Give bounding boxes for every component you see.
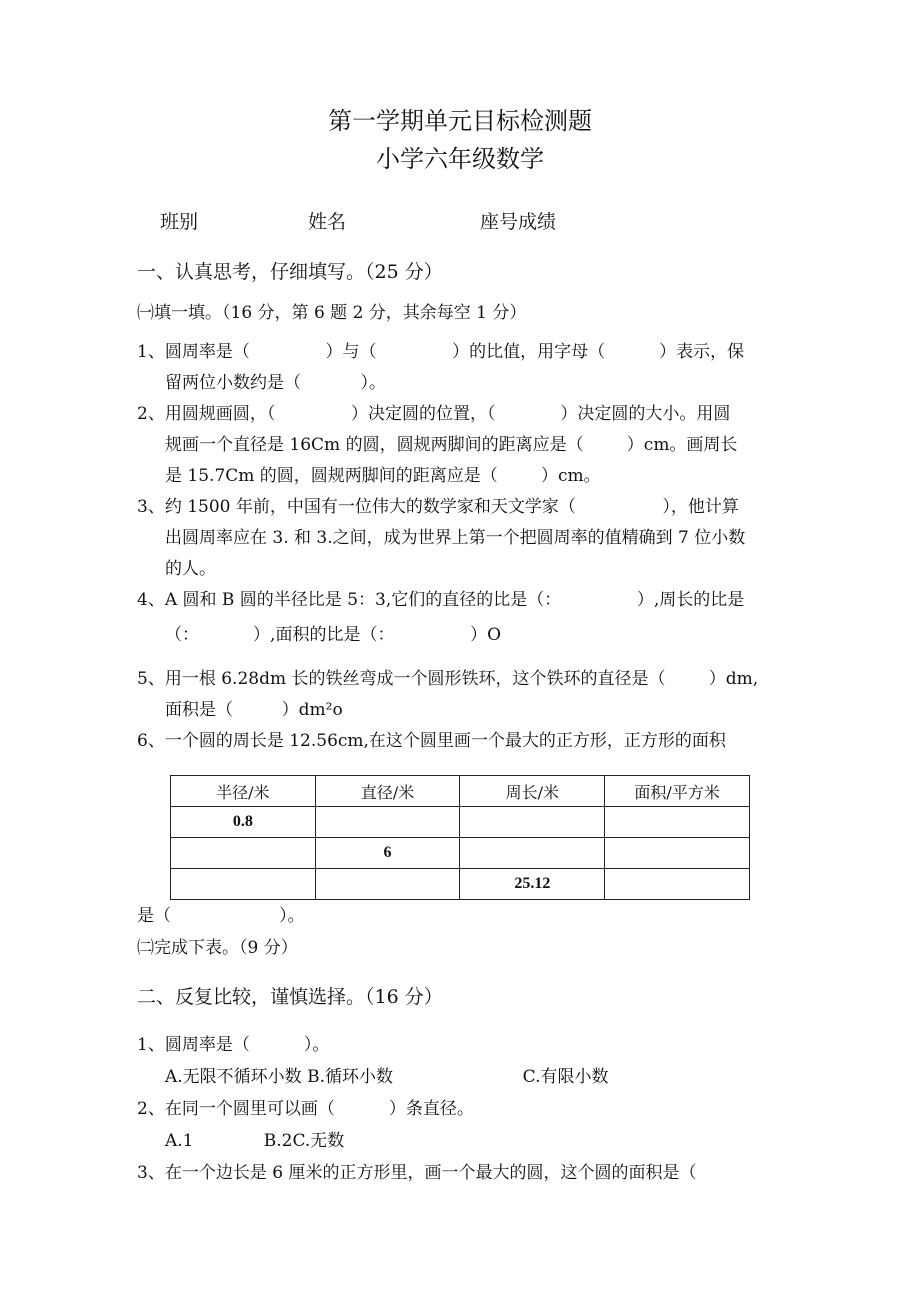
page-subtitle: 小学六年级数学 [376,145,544,173]
table-row [171,838,750,869]
question-6-line-1: 6、一个圆的周长是 12.56cm,在这个圆里画一个最大的正方形，正方形的面积 [137,731,726,751]
question-5-line-1: 5、用一根 6.28dm 长的铁丝弯成一个圆形铁环，这个铁环的直径是（ ）dm, [137,669,759,689]
table-cell [315,869,460,900]
question-1-line-1: 1、圆周率是（ ）与（ ）的比值，用字母（ ）表示，保 [137,342,745,362]
table-header-cell: 周长/米 [460,776,605,807]
seat-score-label: 座号成绩 [480,211,557,233]
table-cell: 0.8 [171,807,316,838]
choice-question-3: 3、在一个边长是 6 厘米的正方形里，画一个最大的圆，这个圆的面积是（ [137,1163,697,1183]
table-row [171,869,750,900]
choice-question-2-options: A.1 B.2C.无数 [165,1131,345,1151]
table-cell: 6 [315,838,460,869]
table-cell [460,807,605,838]
table-cell [171,869,316,900]
page-title: 第一学期单元目标检测题 [328,107,592,135]
question-3-line-2: 出圆周率应在 3. 和 3.之间，成为世界上第一个把圆周率的值精确到 7 位小数 [165,528,746,548]
question-3-line-3: 的人。 [165,559,216,579]
question-2-line-3: 是 15.7Cm 的圆，圆规两脚间的距离应是（ ）cm。 [165,466,601,486]
choice-question-1-options: A.无限不循环小数 B.循环小数 C.有限小数 [165,1067,609,1087]
part2-heading: ㈡完成下表。（9 分） [137,938,298,958]
choice-question-1: 1、圆周率是（ ）。 [137,1035,330,1055]
question-4-line-2: （： ）,面积的比是（： ）O [165,625,502,645]
table-cell [605,807,750,838]
section2-heading: 二、反复比较，谨慎选择。（16 分） [137,986,443,1008]
name-label: 姓名 [308,211,347,233]
table-cell [460,838,605,869]
question-5-line-2: 面积是（ ）dm²o [165,700,343,720]
question-2-line-1: 2、用圆规画圆，（ ）决定圆的位置，（ ）决定圆的大小。用圆 [137,404,731,424]
table-cell [605,869,750,900]
table-cell [315,807,460,838]
question-4-line-1: 4、A 圆和 B 圆的半径比是 5：3,它们的直径的比是（： ）,周长的比是 [137,590,745,610]
question-2-line-2: 规画一个直径是 16Cm 的圆，圆规两脚间的距离应是（ ）cm。画周长 [165,435,738,455]
table-header-cell: 半径/米 [171,776,316,807]
table-row [171,807,750,838]
table-header-cell: 直径/米 [315,776,460,807]
question-6-line-2: 是（ ）。 [137,906,305,926]
class-label: 班别 [160,211,199,233]
table-header-row [171,776,750,807]
table-cell [605,838,750,869]
section1-heading: 一、认真思考，仔细填写。（25 分） [137,261,443,283]
question-1-line-2: 留两位小数约是（ ）。 [165,373,386,393]
circle-table [170,775,750,900]
choice-question-2: 2、在同一个圆里可以画（ ）条直径。 [137,1099,474,1119]
part1-heading: ㈠填一填。（16 分，第 6 题 2 分，其余每空 1 分） [137,303,527,323]
table-cell: 25.12 [460,869,605,900]
question-3-line-1: 3、约 1500 年前，中国有一位伟大的数学家和天文学家（ ），他计算 [137,497,739,517]
table-cell [171,838,316,869]
table-header-cell: 面积/平方米 [605,776,750,807]
